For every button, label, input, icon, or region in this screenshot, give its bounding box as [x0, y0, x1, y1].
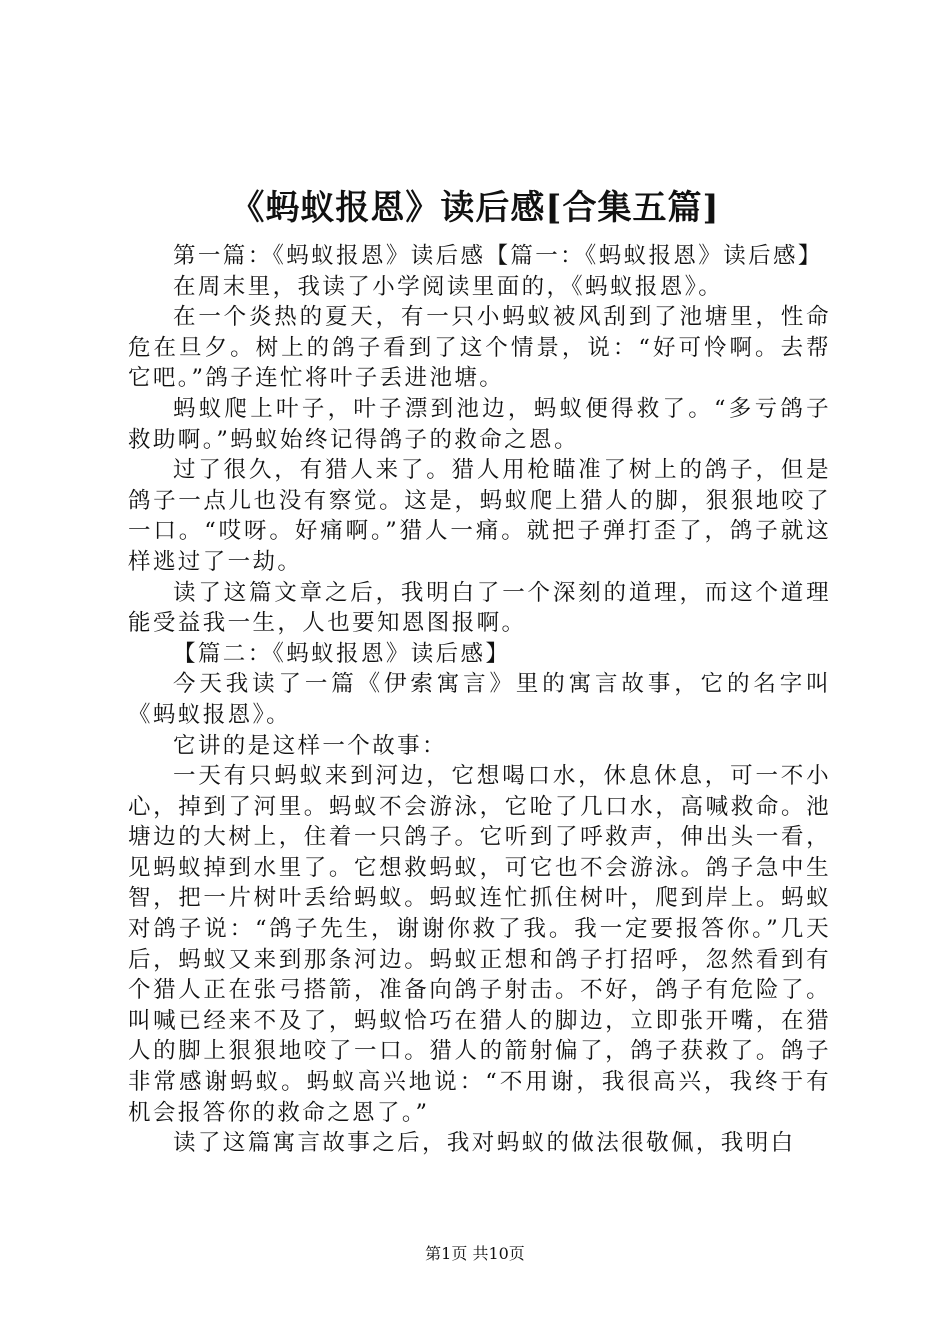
paragraph: 读了这篇寓言故事之后，我对蚂蚁的做法很敬佩，我明白 [173, 1130, 796, 1157]
paragraph: 第一篇：《蚂蚁报恩》读后感【篇一：《蚂蚁报恩》读后感】 [173, 243, 823, 269]
paragraph: 它讲的是这样一个故事： [173, 732, 447, 759]
paragraph: 在周末里，我读了小学阅读里面的，《蚂蚁报恩》。 [173, 273, 724, 300]
paragraph: 读了这篇文章之后，我明白了一个深刻的道理，而这个道理能受益我一生，人也要知恩图报啊。 [128, 579, 831, 637]
paragraph: 在一个炎热的夏天，有一只小蚂蚁被风刮到了池塘里，性命危在旦夕。树上的鸽子看到了这个情景，说：“好可怜啊。去帮它吧。”鸽子连忙将叶子丢进池塘。 [128, 304, 831, 392]
paragraph: 今天我读了一篇《伊索寓言》里的寓言故事，它的名字叫《蚂蚁报恩》。 [128, 671, 831, 728]
document-title: 《蚂蚁报恩》读后感[合集五篇] [230, 188, 720, 228]
document-body [128, 241, 831, 1159]
page-number: 第1页 共10页 [425, 1244, 525, 1263]
section-heading: 【篇二：《蚂蚁报恩》读后感】 [173, 640, 511, 667]
paragraph: 蚂蚁爬上叶子，叶子漂到池边，蚂蚁便得救了。“多亏鸽子救助啊。”蚂蚁始终记得鸽子的救命之恩。 [128, 395, 831, 453]
paragraph: 过了很久，有猎人来了。猎人用枪瞄准了树上的鸽子，但是鸽子一点儿也没有察觉。这是，蚂蚁爬上猎人的脚，狠狠地咬了一口。“哎呀。好痛啊。”猎人一痛。就把子弹打歪了，鸽子就这样逃过了一劫。 [128, 457, 831, 575]
paragraph: 一天有只蚂蚁来到河边，它想喝口水，休息休息，可一不小心，掉到了河里。蚂蚁不会游泳，它呛了几口水，高喊救命。池塘边的大树上，住着一只鸽子。它听到了呼救声，伸出头一看，见蚂蚁掉到水里了。它想救蚂蚁，可它也不会游泳。鸽子急中生智，把一片树叶丢给蚂蚁。蚂蚁连忙抓住树叶，爬到岸上。蚂蚁对鸽子说：“鸽子先生，谢谢你救了我。我一定要报答你。”几天后，蚂蚁又来到那条河边。蚂蚁正想和鸽子打招呼，忽然看到有个猎人正在张弓搭箭，准备向鸽子射击。不好，鸽子有危险了。叫喊已经来不及了，蚂蚁恰巧在猎人的脚边，立即张开嘴，在猎人的脚上狠狠地咬了一口。猎人的箭射偏了，鸽子获救了。鸽子非常感谢蚂蚁。蚂蚁高兴地说：“不用谢，我很高兴，我终于有机会报答你的救命之恩了。” [128, 763, 831, 1126]
